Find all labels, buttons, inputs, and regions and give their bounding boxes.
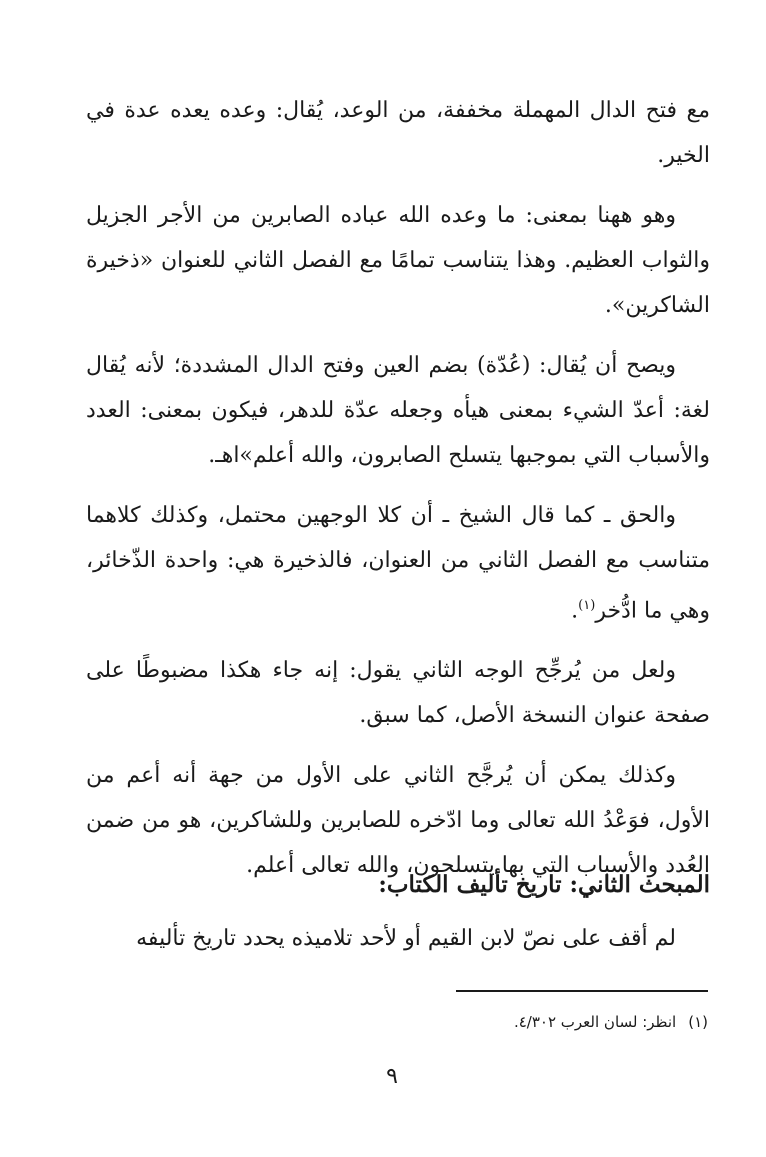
section-heading: المبحث الثاني: تاريخ تأليف الكتاب: bbox=[378, 871, 710, 898]
paragraph-3: ويصح أن يُقال: (عُدّة) بضم العين وفتح الدال المشددة؛ لأنه يُقال لغة: أعدّ الشيء بمعنى هيأه وجعله عدّة للدهر، فيكون بمعنى: العدد والأسباب التي بموجبها يتسلح الصابرون، والله أعلم»اهـ. bbox=[86, 353, 710, 468]
paragraph-5: ولعل من يُرجِّح الوجه الثاني يقول: إنه جاء هكذا مضبوطًا على صفحة عنوان النسخة الأصل، كما سبق. bbox=[86, 658, 710, 729]
footnote-text: انظر: لسان العرب ٤/٣٠٢. bbox=[513, 1013, 677, 1031]
paragraph-4-text: والحق ـ كما قال الشيخ ـ أن كلا الوجهين محتمل، وكذلك كلاهما متناسب مع الفصل الثاني من العنوان، فالذخيرة هي: واحدة الذّخائر، وهي ما ادُّخر bbox=[86, 503, 710, 624]
footnote-number: (١) bbox=[688, 1013, 708, 1031]
footnote-reference[interactable]: (١) bbox=[578, 598, 596, 613]
page-number: ٩ bbox=[386, 1064, 398, 1089]
paragraph-6: وكذلك يمكن أن يُرجَّح الثاني على الأول من جهة أنه أعم من الأول، فوَعْدُ الله تعالى وما ادّخره للصابرين وللشاكرين، هو من ضمن العُدد والأسباب التي بها يتسلحون، والله تعالى أعلم. bbox=[86, 763, 710, 879]
paragraph-4-end: . bbox=[571, 598, 579, 624]
paragraph-2: وهو ههنا بمعنى: ما وعده الله عباده الصابرين من الأجر الجزيل والثواب العظيم. وهذا يتناسب تمامًا مع الفصل الثاني للعنوان «ذخيرة الشاكرين». bbox=[86, 203, 710, 318]
footnote-divider bbox=[456, 990, 708, 992]
body-text bbox=[86, 88, 710, 888]
footnote bbox=[514, 1010, 708, 1034]
section-paragraph: لم أقف على نصّ لابن القيم أو لأحد تلاميذه يحدد تاريخ تأليفه bbox=[136, 926, 676, 951]
paragraph-4 bbox=[86, 493, 710, 633]
paragraph-1: مع فتح الدال المهملة مخففة، من الوعد، يُقال: وعده يعده عدة في الخير. bbox=[86, 98, 710, 168]
